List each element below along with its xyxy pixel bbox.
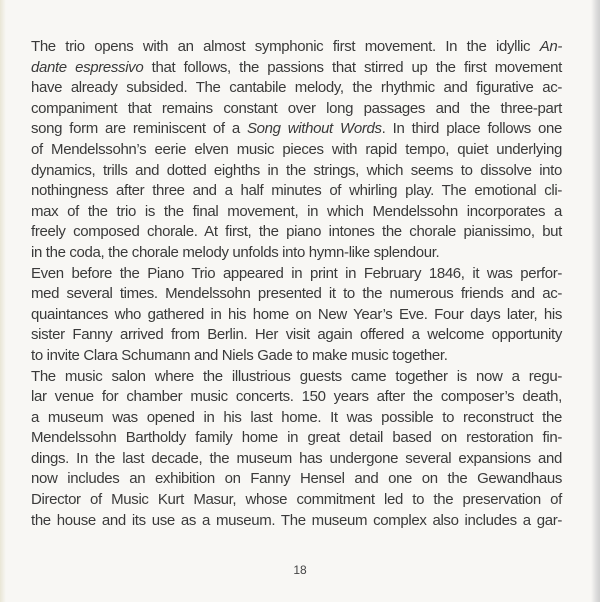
text-line: [31, 99, 562, 120]
text-segment: freely composed chorale. At first, the piano intones the chorale pianissimo, but: [31, 223, 562, 241]
text-line: [31, 140, 562, 161]
text-segment: a museum was opened in his last home. It was possible to reconstruct the: [31, 408, 562, 426]
text-segment: The trio opens with an almost symphonic first movement. In the idyllic: [31, 38, 540, 55]
text-segment: . In third place follows one: [381, 120, 563, 138]
text-segment: sister Fanny arrived from Berlin. Her visit again offered a welcome opportunity: [31, 326, 562, 344]
text-line: [31, 469, 562, 490]
page-edge-right: [591, 0, 600, 602]
text-line: [31, 325, 562, 346]
text-segment: Mendelssohn Bartholdy family home in great detail based on restoration fin-: [31, 429, 562, 447]
text-line: [31, 243, 562, 264]
text-line: [31, 490, 562, 511]
italic-title: An-: [539, 38, 562, 55]
text-segment: med several times. Mendelssohn presented it to the numerous friends and ac-: [31, 285, 562, 303]
text-segment: lar venue for chamber music concerts. 150 years after the composer’s death,: [31, 388, 562, 406]
text-segment: the house and its use as a museum. The museum complex also includes a gar-: [31, 511, 562, 529]
text-line: [31, 119, 562, 140]
text-line: [31, 222, 562, 243]
text-segment: max of the trio is the final movement, in which Mendelssohn incorporates a: [31, 202, 562, 220]
italic-title: Song without Words: [247, 120, 382, 138]
text-line: [31, 428, 562, 449]
text-line: [31, 78, 562, 99]
text-segment: Even before the Piano Trio appeared in print in February 1846, it was perfor-: [31, 264, 562, 282]
text-line: [31, 37, 562, 58]
text-line: [31, 305, 562, 326]
text-line: [31, 181, 562, 202]
body-text: [31, 37, 562, 531]
text-segment: quaintances who gathered in his home on New Year’s Eve. Four days later, his: [31, 305, 562, 323]
text-line: [31, 367, 562, 388]
text-segment: in the coda, the chorale melody unfolds into hymn-like splendour.: [31, 243, 440, 261]
text-segment: nothingness after three and a half minutes of whirling play. The emotional cli-: [31, 182, 562, 200]
text-line: [31, 161, 562, 182]
text-line: [31, 284, 562, 305]
text-line: [31, 202, 562, 223]
text-segment: have already subsided. The cantabile melody, the rhythmic and figurative ac-: [31, 79, 562, 97]
text-segment: dings. In the last decade, the museum has undergone several expansions and: [31, 449, 562, 467]
text-segment: The music salon where the illustrious guests came together is now a regu-: [31, 367, 562, 385]
text-segment: dynamics, trills and dotted eighths in the strings, which seems to dissolve into: [31, 161, 562, 179]
text-line: [31, 58, 562, 79]
text-segment: to invite Clara Schumann and Niels Gade to make music together.: [31, 346, 448, 364]
text-line: [31, 264, 562, 285]
text-segment: companiment that remains constant over long passages and the three-part: [31, 99, 562, 117]
text-segment: now includes an exhibition on Fanny Hensel and one on the Gewandhaus: [31, 470, 562, 488]
text-segment: Director of Music Kurt Masur, whose commitment led to the preservation of: [31, 491, 562, 509]
text-line: [31, 387, 562, 408]
text-line: [31, 449, 562, 470]
page-number: 18: [293, 563, 307, 577]
text-segment: that follows, the passions that stirred up the first movement: [143, 58, 562, 76]
text-line: [31, 346, 562, 367]
text-line: [31, 408, 562, 429]
page-edge-left: [0, 0, 6, 602]
text-segment: song form are reminiscent of a: [31, 120, 247, 138]
italic-title: dante espressivo: [31, 58, 144, 76]
text-line: [31, 511, 562, 532]
text-segment: of Mendelssohn’s eerie elven music pieces with rapid tempo, quiet underlying: [31, 140, 562, 158]
